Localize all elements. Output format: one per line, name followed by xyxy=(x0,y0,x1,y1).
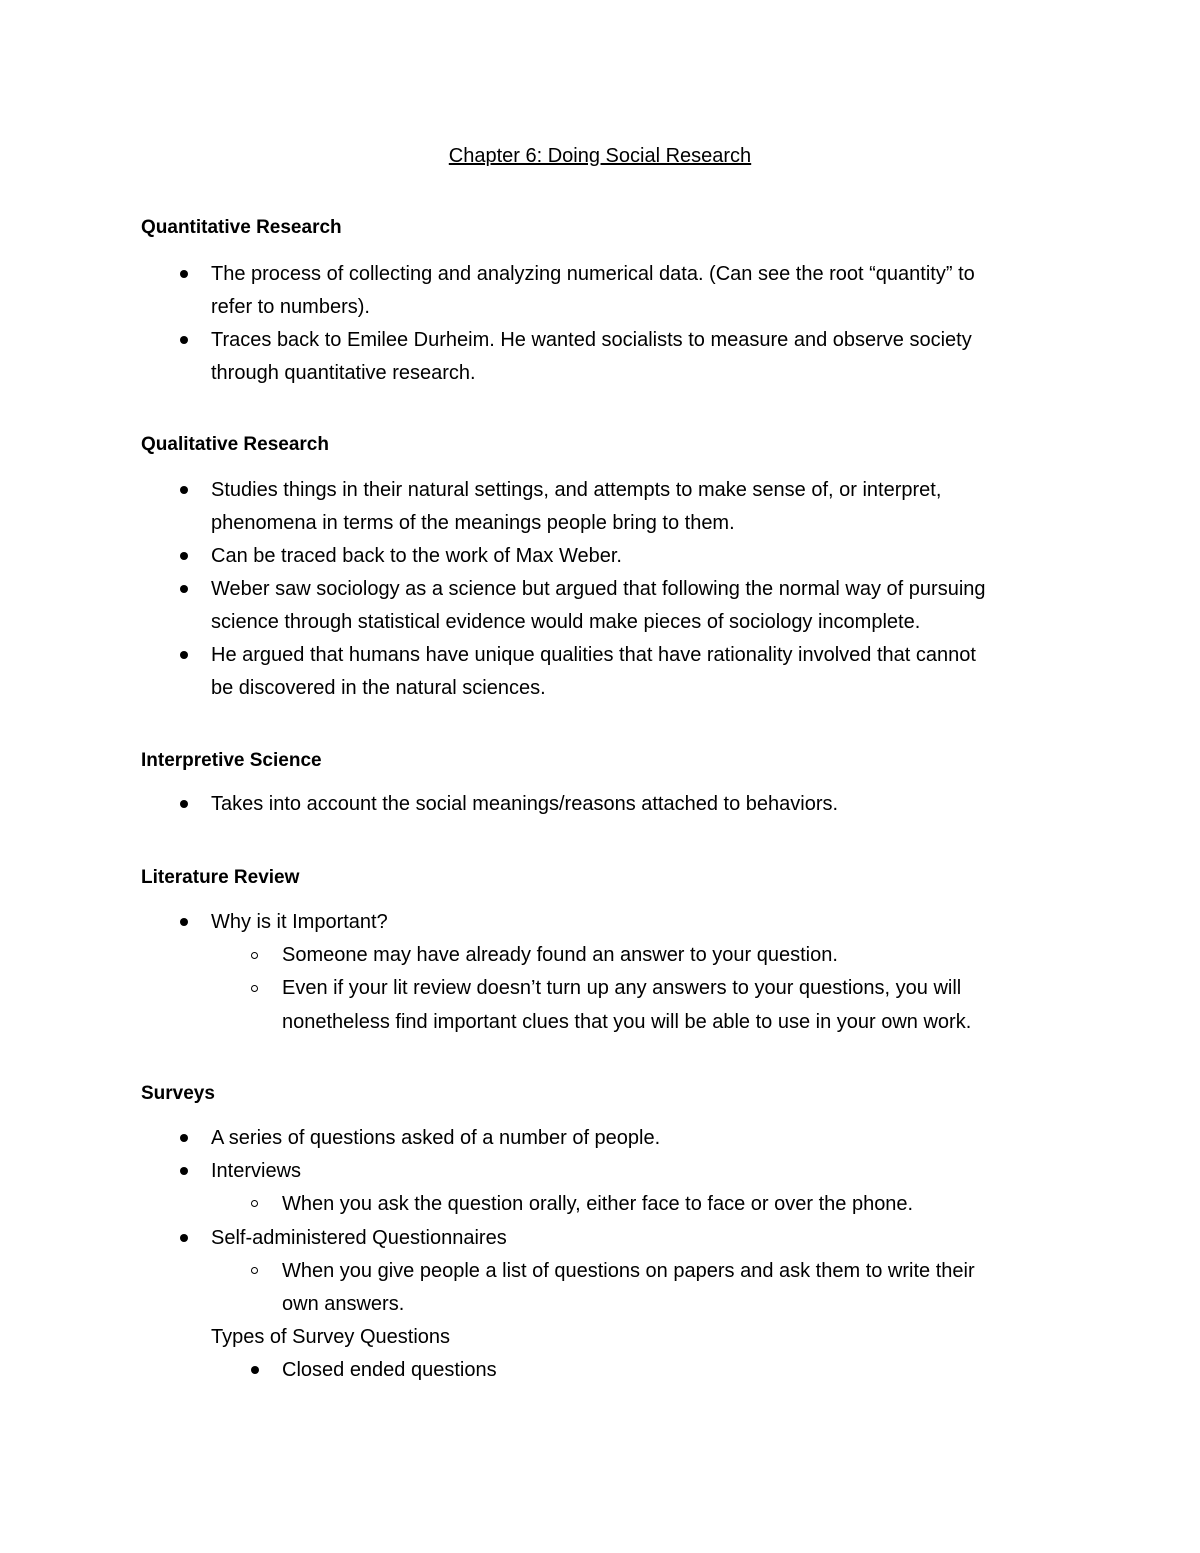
page-title: Chapter 6: Doing Social Research xyxy=(448,145,752,167)
list-item-text: The process of collecting and analyzing numerical data. (Can see the root “quantity” to xyxy=(211,263,975,285)
list-item-text: Interviews xyxy=(211,1160,302,1182)
list-item-text: phenomena in terms of the meanings people bring to them. xyxy=(211,512,735,534)
list-item-text: Weber saw sociology as a science but argued that following the normal way of pursuing xyxy=(211,578,986,600)
list-item-text: When you ask the question orally, either face to face or over the phone. xyxy=(282,1193,914,1215)
list-item-text: be discovered in the natural sciences. xyxy=(211,677,546,699)
bullet-icon xyxy=(180,1167,188,1175)
list-item-text: nonetheless find important clues that you will be able to use in your own work. xyxy=(282,1011,972,1033)
heading-qualitative-research: Qualitative Research xyxy=(141,434,329,455)
sub-bullet-icon xyxy=(251,1200,258,1207)
bullet-icon xyxy=(251,1366,259,1374)
sub-bullet-icon xyxy=(251,952,258,959)
list-item-text: When you give people a list of questions on papers and ask them to write their xyxy=(282,1260,975,1282)
list-item-text: Someone may have already found an answer to your question. xyxy=(282,944,838,966)
bullet-icon xyxy=(180,651,188,659)
list-item-text: Studies things in their natural settings, and attempts to make sense of, or interpret, xyxy=(211,479,942,501)
bullet-icon xyxy=(180,486,188,494)
list-item-text: Takes into account the social meanings/reasons attached to behaviors. xyxy=(211,793,839,815)
sub-heading-types-of-survey-questions: Types of Survey Questions xyxy=(211,1326,451,1348)
sub-bullet-icon xyxy=(251,985,258,992)
list-item-text: Traces back to Emilee Durheim. He wanted socialists to measure and observe society xyxy=(211,329,972,351)
list-item-text: through quantitative research. xyxy=(211,362,476,384)
list-item-text: Closed ended questions xyxy=(282,1359,497,1381)
bullet-icon xyxy=(180,918,188,926)
bullet-icon xyxy=(180,1234,188,1242)
list-item-text: Why is it Important? xyxy=(211,911,388,933)
list-item-text: He argued that humans have unique qualities that have rationality involved that cannot xyxy=(211,644,976,666)
bullet-icon xyxy=(180,552,188,560)
heading-surveys: Surveys xyxy=(141,1083,215,1104)
heading-quantitative-research: Quantitative Research xyxy=(141,217,342,238)
bullet-icon xyxy=(180,1134,188,1142)
bullet-icon xyxy=(180,800,188,808)
list-item-text: own answers. xyxy=(282,1293,405,1315)
list-item-text: Can be traced back to the work of Max Weber. xyxy=(211,545,622,567)
bullet-icon xyxy=(180,336,188,344)
heading-literature-review: Literature Review xyxy=(141,867,300,888)
list-item-text: A series of questions asked of a number of people. xyxy=(211,1127,661,1149)
sub-bullet-icon xyxy=(251,1267,258,1274)
bullet-icon xyxy=(180,270,188,278)
list-item-text: science through statistical evidence would make pieces of sociology incomplete. xyxy=(211,611,921,633)
list-item-text: refer to numbers). xyxy=(211,296,370,318)
heading-interpretive-science: Interpretive Science xyxy=(141,750,322,771)
list-item-text: Self-administered Questionnaires xyxy=(211,1227,507,1249)
list-item-text: Even if your lit review doesn’t turn up any answers to your questions, you will xyxy=(282,977,962,999)
bullet-icon xyxy=(180,585,188,593)
